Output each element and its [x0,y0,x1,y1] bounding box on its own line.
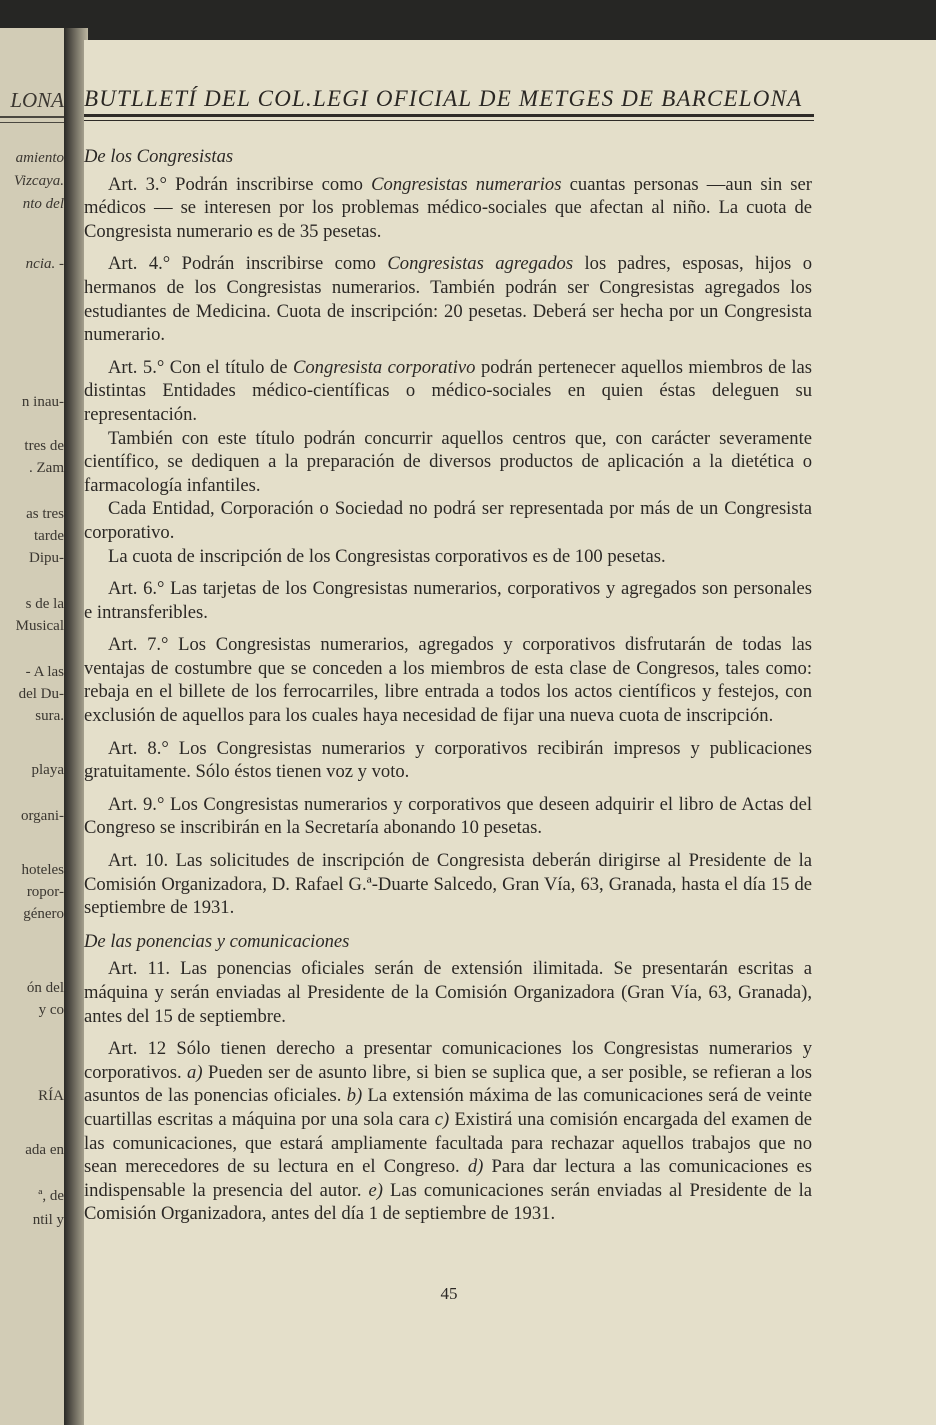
left-page-text: hoteles [21,862,64,878]
left-page-text: ada en [25,1142,64,1158]
section-heading: De las ponencias y comunicaciones [84,930,350,952]
left-page-text: playa [31,762,64,778]
left-page-rule [0,116,64,118]
left-page-text: RÍA [38,1088,64,1104]
adjacent-page-fragment [0,28,73,1425]
left-page-text: sura. [35,708,64,724]
left-page-text: género [23,906,64,922]
article-5-paragraph: También con este título podrán concurrir aquellos centros que, con carácter severamente científico, se dediquen a la preparación de diversos productos de aplicación a la dietética o farmacología infantiles. [84,427,812,496]
article-9: Art. 9.° Los Congresistas numerarios y corporativos que deseen adquirir el libro de Actas del Congreso se inscribirán en la Secretaría abonando 10 pesetas. [84,793,812,839]
page-number: 45 [440,1284,458,1303]
left-page-text: Musical [15,618,64,634]
running-header: BUTLLETÍ DEL COL.LEGI OFICIAL DE METGES DE BARCELONA [84,86,803,111]
left-page-text: Vizcaya. [13,173,64,189]
article-12: Art. 12 Sólo tienen derecho a presentar comunicaciones los Congresistas numerarios y corporativos. a) Pueden ser de asunto libre, si bien se suplica que, a ser posible, se refieran a los asuntos de las ponencias oficiales. b) La extensión máxima de las comunicaciones será de veinte cuartillas escritas a máquina por una sola cara c) Existirá una comisión encargada del examen de las comunicaciones, que estará ampliamente facultada para rechazar aquellos trabajos que no sean merecedores de su lectura en el Congreso. d) Para dar lectura a las comunicaciones es indispensable la presencia del autor. e) Las comunicaciones serán enviadas al Presidente de la Comisión Organizadora, antes del día 1 de septiembre de 1931. [84,1038,813,1225]
header-rule-thin [84,120,814,121]
article-4: Art. 4.° Podrán inscribirse como Congresistas agregados los padres, esposas, hijos o hermanos de los Congresistas numerarios. También podrán ser Congresistas agregados los estudiantes de Medicina. Cuota de inscripción: 20 pesetas. Deberá ser hecha por un Congresista numerario. [84,253,812,346]
article-5-paragraph: Cada Entidad, Corporación o Sociedad no podrá ser representada por más de un Congresista corporativo. [84,498,812,543]
article-5: Art. 5.° Con el título de Congresista corporativo podrán pertenecer aquellos miembros de las distintas Entidades médico-científicas o médico-sociales en quien éstas deleguen su representación. [84,356,812,425]
article-8: Art. 8.° Los Congresistas numerarios y corporativos recibirán impresos y publicaciones gratuitamente. Sólo éstos tienen voz y voto. [84,737,812,783]
article-10: Art. 10. Las solicitudes de inscripción de Congresista deberán dirigirse al Presidente de la Comisión Organizadora, D. Rafael G.ª-Duarte Salcedo, Gran Vía, 63, Granada, hasta el día 15 de septiembre de 1931. [84,850,812,919]
left-page-text: ntil y [32,1212,64,1228]
left-page-text: nto del [22,196,64,212]
left-page-text: amiento [15,150,64,166]
body-text [84,145,812,1226]
article-7: Art. 7.° Los Congresistas numerarios, agregados y corporativos disfrutarán de todas las ventajas de costumbre que se conceden a los miembros de esta clase de Congresos, tales como: rebaja en el billete de los ferrocarriles, libre entrada a todos los actos científicos y festejos, con exclusión de aquellos para los cuales haya necesidad de fijar una nueva cuota de inscripción. [84,634,812,727]
article-3: Art. 3.° Podrán inscribirse como Congresistas numerarios cuantas personas —aun sin ser médicos — se interesen por los problemas médico-sociales que afectan al niño. La cuota de Congresista numerario es de 35 pesetas. [84,173,812,242]
left-page-text: s de la [25,596,64,612]
section-heading: De los Congresistas [84,146,234,167]
left-page-text: n inau- [21,394,64,410]
left-page-text: ncia. - [25,256,64,272]
article-11: Art. 11. Las ponencias oficiales serán de extensión ilimitada. Se presentarán escritas a máquina y serán enviadas al Presidente de la Comisión Organizadora (Gran Vía, 63, Granada), antes del 15 de septiembre. [84,958,812,1027]
left-page-text: organi- [20,808,64,824]
left-page-text: ropor- [26,884,64,900]
left-page-text: tarde [34,528,64,544]
left-page-text: LONA [10,88,64,112]
article-6: Art. 6.° Las tarjetas de los Congresistas numerarios, corporativos y agregados son personales e intransferibles. [84,578,812,623]
left-page-text: ª, de [38,1188,64,1204]
header-rule [84,114,814,117]
left-page-text: - A las [25,664,64,680]
left-page-text: del Du- [18,686,64,702]
left-page-rule [0,122,64,123]
left-page-text: ón del [26,980,64,996]
article-5-paragraph: La cuota de inscripción de los Congresistas corporativos es de 100 pesetas. [108,545,666,567]
left-page-text: . Zam [29,460,64,476]
left-page-text: tres de [24,438,64,454]
left-page-text: as tres [26,506,64,522]
left-page-text: y co [38,1002,64,1018]
document-page [84,40,936,1425]
left-page-text: Dipu- [29,550,64,566]
scan-background [0,0,936,40]
